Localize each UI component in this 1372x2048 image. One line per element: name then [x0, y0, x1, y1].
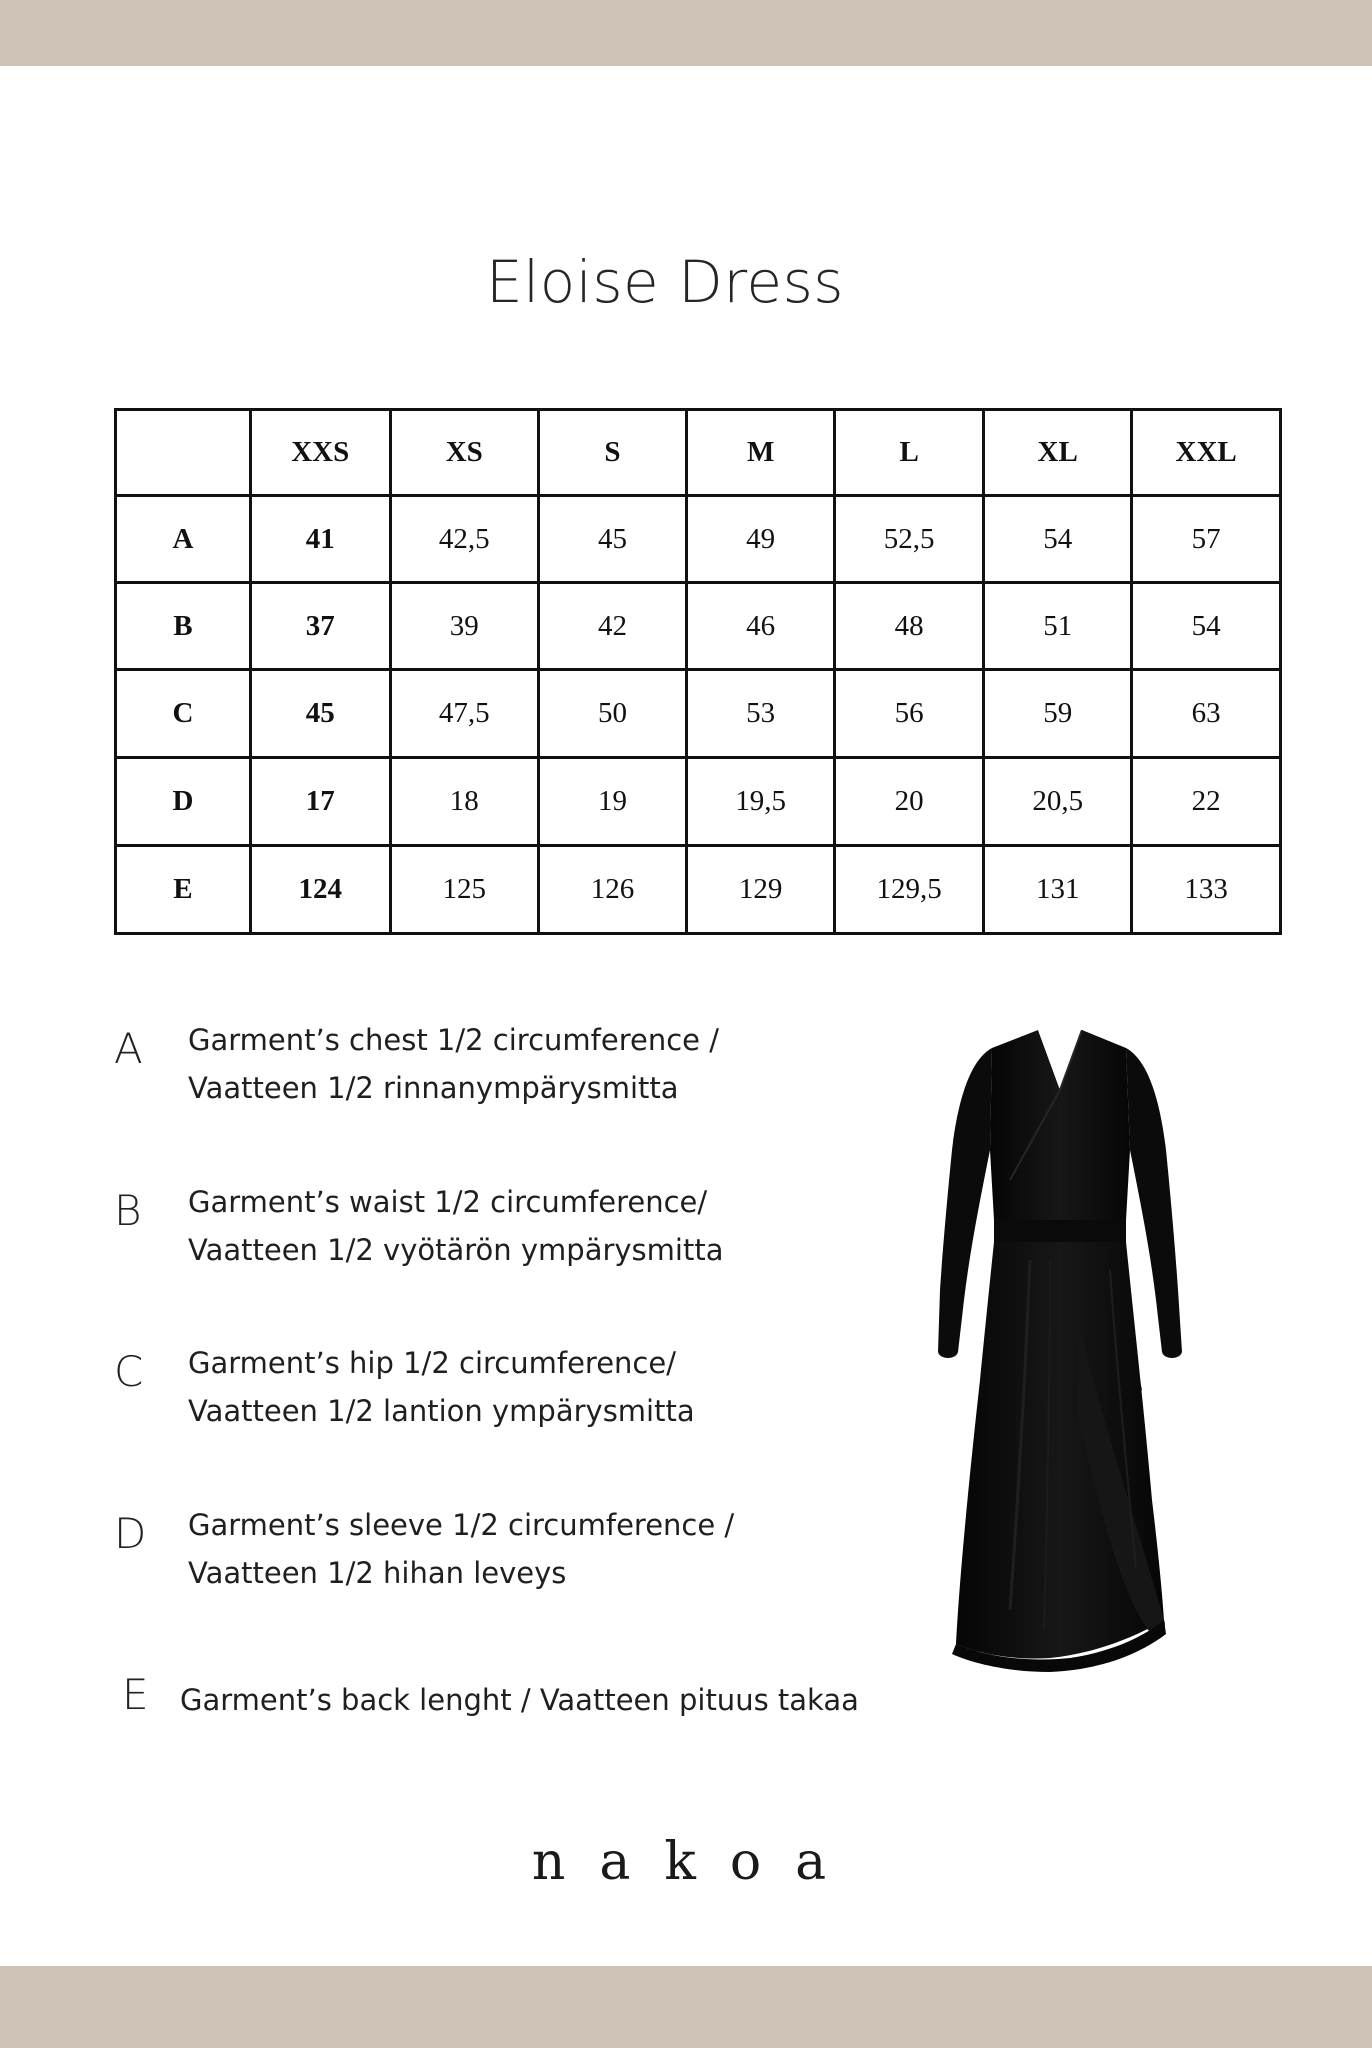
legend-letter: C — [114, 1347, 144, 1396]
table-cell: 47,5 — [390, 670, 538, 757]
table-cell: 19,5 — [687, 757, 835, 845]
table-cell: 22 — [1132, 757, 1281, 845]
size-header-s: S — [538, 410, 686, 496]
table-cell: 45 — [250, 670, 390, 757]
table-cell: 131 — [984, 845, 1132, 933]
legend-line-english: Garment’s sleeve 1/2 circumference / — [188, 1508, 735, 1542]
table-cell: 129 — [687, 845, 835, 933]
table-row — [116, 757, 1281, 845]
table-cell: 17 — [250, 757, 390, 845]
table-corner-cell — [116, 410, 251, 496]
legend-letter: B — [114, 1186, 142, 1235]
table-row — [116, 583, 1281, 670]
size-header-xxs: XXS — [250, 410, 390, 496]
table-cell: 125 — [390, 845, 538, 933]
table-cell: 124 — [250, 845, 390, 933]
table-cell: 63 — [1132, 670, 1281, 757]
table-row — [116, 845, 1281, 933]
table-cell: 20,5 — [984, 757, 1132, 845]
legend-item-e — [114, 1670, 874, 1730]
size-header-xxl: XXL — [1132, 410, 1281, 496]
row-label: D — [116, 757, 251, 845]
table-cell: 126 — [538, 845, 686, 933]
legend-line-english: Garment’s hip 1/2 circumference/ — [188, 1346, 676, 1380]
table-cell: 37 — [250, 583, 390, 670]
bottom-band — [0, 1966, 1372, 2048]
table-cell: 42 — [538, 583, 686, 670]
table-cell: 18 — [390, 757, 538, 845]
table-cell: 57 — [1132, 496, 1281, 583]
legend-line-finnish: Vaatteen 1/2 vyötärön ympärysmitta — [188, 1233, 724, 1267]
size-header-xl: XL — [984, 410, 1132, 496]
row-label: E — [116, 845, 251, 933]
legend-item-d — [114, 1501, 874, 1601]
table-cell: 41 — [250, 496, 390, 583]
legend-line-english: Garment’s back lenght / Vaatteen pituus takaa — [180, 1683, 859, 1717]
legend-letter: A — [114, 1024, 143, 1073]
legend-line-english: Garment’s chest 1/2 circumference / — [188, 1023, 719, 1057]
table-cell: 133 — [1132, 845, 1281, 933]
legend-item-b — [114, 1178, 874, 1278]
black-wrap-dress-image — [930, 1030, 1190, 1680]
table-cell: 19 — [538, 757, 686, 845]
legend-line-english: Garment’s waist 1/2 circumference/ — [188, 1185, 708, 1219]
table-cell: 129,5 — [835, 845, 984, 933]
legend-letter: E — [122, 1670, 149, 1719]
row-label: B — [116, 583, 251, 670]
legend-line-finnish: Vaatteen 1/2 rinnanympärysmitta — [188, 1071, 679, 1105]
table-cell: 42,5 — [390, 496, 538, 583]
table-cell: 56 — [835, 670, 984, 757]
top-band — [0, 0, 1372, 66]
row-label: A — [116, 496, 251, 583]
brand-logo: nakoa — [531, 1832, 861, 1892]
legend-letter: D — [114, 1509, 147, 1558]
table-cell: 49 — [687, 496, 835, 583]
size-chart-table — [114, 408, 1282, 935]
table-cell: 20 — [835, 757, 984, 845]
legend-line-finnish: Vaatteen 1/2 lantion ympärysmitta — [188, 1394, 695, 1428]
table-cell: 48 — [835, 583, 984, 670]
size-header-m: M — [687, 410, 835, 496]
table-cell: 51 — [984, 583, 1132, 670]
table-cell: 54 — [984, 496, 1132, 583]
page-title: Eloise Dress — [485, 248, 845, 316]
table-cell: 46 — [687, 583, 835, 670]
table-cell: 45 — [538, 496, 686, 583]
row-label: C — [116, 670, 251, 757]
legend-item-c — [114, 1339, 874, 1439]
table-cell: 59 — [984, 670, 1132, 757]
table-row — [116, 496, 1281, 583]
table-cell: 52,5 — [835, 496, 984, 583]
size-header-xs: XS — [390, 410, 538, 496]
legend-line-finnish: Vaatteen 1/2 hihan leveys — [188, 1556, 567, 1590]
table-cell: 54 — [1132, 583, 1281, 670]
table-cell: 39 — [390, 583, 538, 670]
table-row — [116, 670, 1281, 757]
table-cell: 53 — [687, 670, 835, 757]
table-cell: 50 — [538, 670, 686, 757]
size-header-l: L — [835, 410, 984, 496]
table-header-row — [116, 410, 1281, 496]
legend-item-a — [114, 1016, 874, 1116]
